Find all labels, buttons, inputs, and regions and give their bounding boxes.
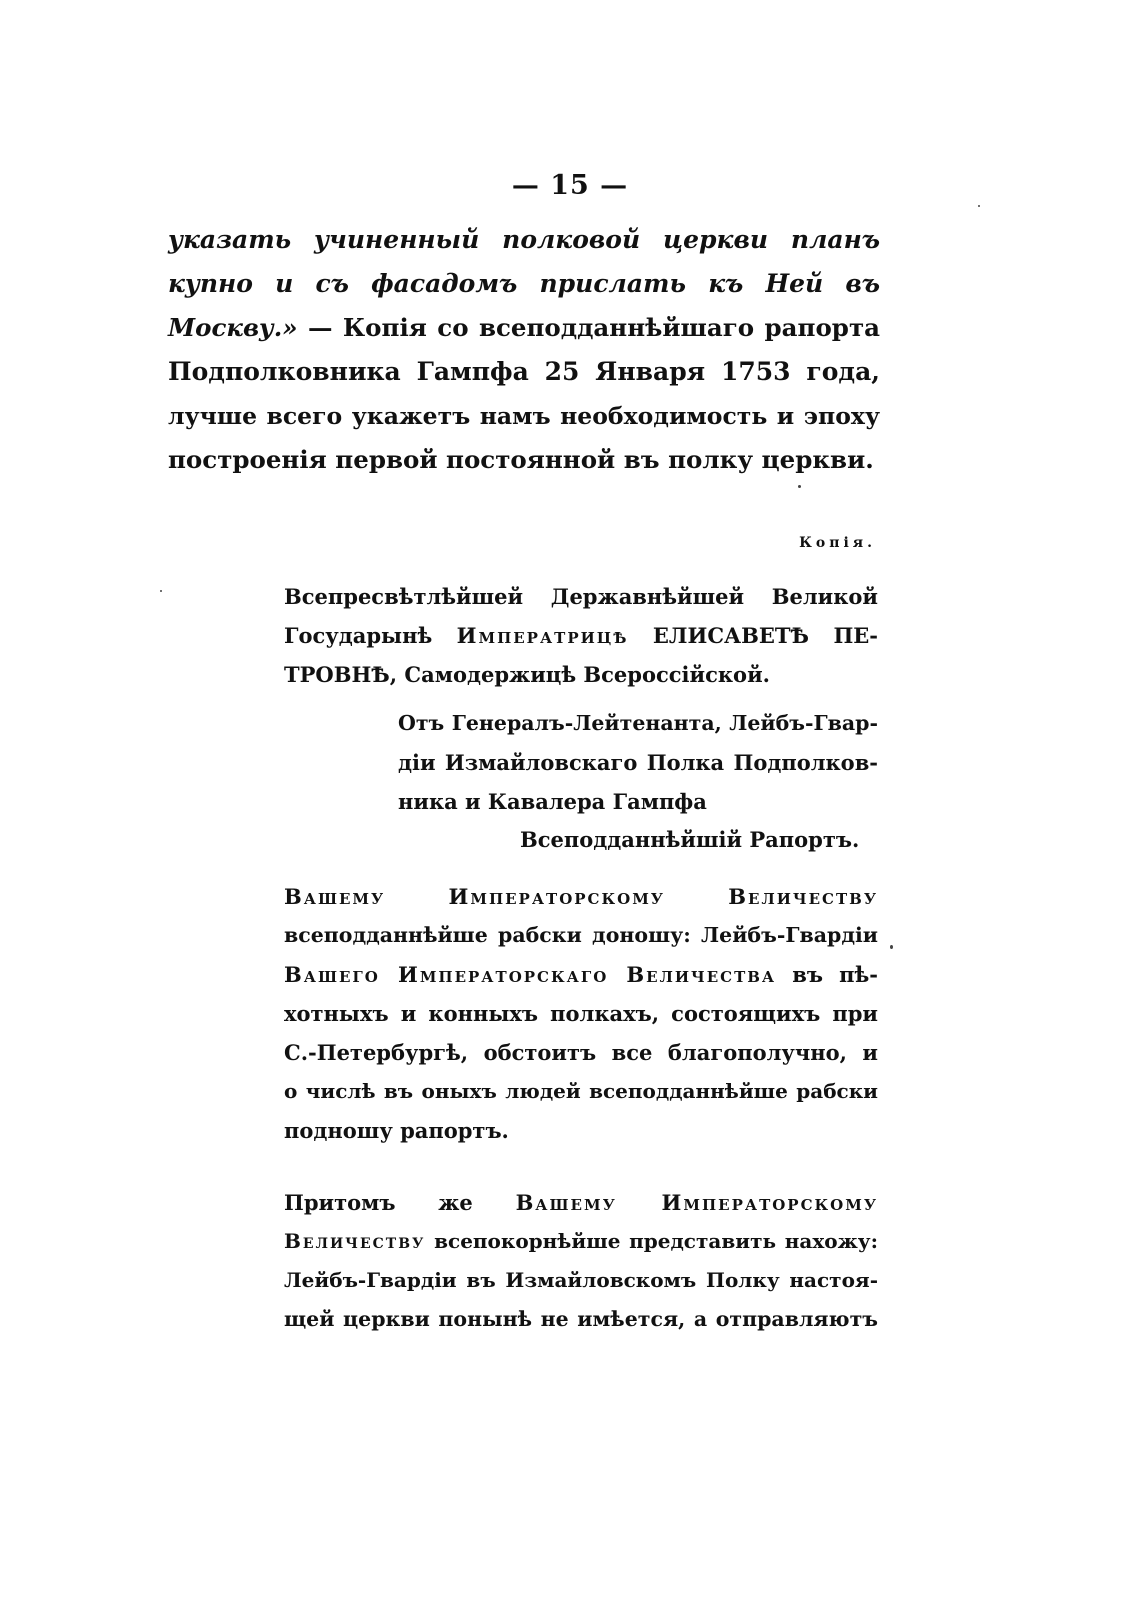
text-line — [168, 218, 880, 262]
text-line: Отъ Генералъ-Лейтенанта, Лейбъ-Гвар- — [398, 711, 878, 735]
text-line — [284, 655, 878, 694]
text-segment: Подполковника Гампфа 25 Января 1753 года, — [168, 357, 880, 386]
copy-label: Копія. — [799, 535, 876, 551]
text-line — [168, 350, 880, 394]
text-line — [168, 394, 880, 438]
text-segment: хотныхъ и конныхъ полкахъ, состоящихъ при — [284, 1001, 878, 1026]
paragraph-1 — [284, 877, 878, 1150]
text-line — [284, 877, 878, 916]
text-segment: Москву.» — [168, 313, 298, 342]
text-line — [284, 1222, 878, 1261]
text-segment: Всепресвѣтлѣйшей Державнѣйшей Великой — [284, 584, 878, 609]
text-segment: Вашего Императорскаго Величества — [284, 962, 777, 987]
text-segment: Императрицѣ — [456, 623, 629, 648]
text-line — [284, 1300, 878, 1339]
page-number: — 15 — — [511, 170, 629, 201]
text-segment: купно и съ фасадомъ прислать къ Ней въ — [168, 269, 880, 298]
text-segment: — Копія со всеподданнѣйшаго рапорта — [297, 313, 880, 342]
text-line — [284, 955, 878, 994]
from-block — [398, 704, 878, 821]
paragraph-2 — [284, 1183, 878, 1339]
text-segment: построенія первой постоянной въ полку церкви. — [168, 445, 874, 474]
text-segment: Государынѣ — [284, 623, 457, 648]
text-line — [284, 1072, 878, 1111]
text-line — [284, 616, 878, 655]
intro-paragraph — [168, 218, 880, 482]
text-line — [284, 1183, 878, 1222]
text-line — [284, 1033, 878, 1072]
text-line — [284, 916, 878, 955]
text-segment: Лейбъ-Гвардіи въ Измайловскомъ Полку настоя- — [284, 1268, 878, 1292]
text-line: діи Измайловскаго Полка Подполков- — [398, 750, 878, 775]
text-line — [284, 577, 878, 616]
text-line — [168, 306, 880, 350]
text-segment: ТРОВНѢ, Самодержицѣ Всероссійской. — [284, 662, 770, 687]
text-segment: лучше всего укажетъ намъ необходимость и эпоху — [168, 402, 880, 430]
scan-speck — [798, 485, 801, 488]
text-line — [284, 1111, 878, 1150]
text-segment: въ пѣ- — [776, 962, 878, 987]
text-line — [284, 994, 878, 1033]
text-segment: ЕЛИСАВЕТѢ ПЕ- — [628, 623, 878, 648]
text-segment: о числѣ въ оныхъ людей всеподданнѣйше рабски — [284, 1079, 878, 1103]
text-segment: Вашему Императорскому Величеству — [284, 884, 878, 909]
text-segment: С.-Петербургѣ, обстоитъ все благополучно, и — [284, 1040, 878, 1065]
text-segment: подношу рапортъ. — [284, 1118, 509, 1143]
text-line — [168, 262, 880, 306]
scan-speck — [160, 590, 162, 592]
text-line: ника и Кавалера Гампфа — [398, 789, 707, 814]
report-title: Всеподданнѣйшій Рапортъ. — [520, 827, 860, 852]
text-segment: щей церкви понынѣ не имѣется, а отправляютъ — [284, 1307, 878, 1331]
text-segment: всеподданнѣйше рабски доношу: Лейбъ-Гвардіи — [284, 923, 878, 947]
scan-speck — [978, 205, 980, 207]
address-block — [284, 577, 878, 694]
text-segment: всепокорнѣйше представить нахожу: — [425, 1229, 878, 1253]
text-line — [168, 438, 880, 482]
scan-speck — [890, 945, 893, 949]
text-segment: Вашему Императорскому — [515, 1190, 878, 1215]
text-segment: Величеству — [284, 1229, 426, 1253]
text-segment: указать учиненный полковой церкви планъ — [168, 225, 880, 254]
text-segment: Притомъ же — [284, 1190, 516, 1215]
text-line — [284, 1261, 878, 1300]
